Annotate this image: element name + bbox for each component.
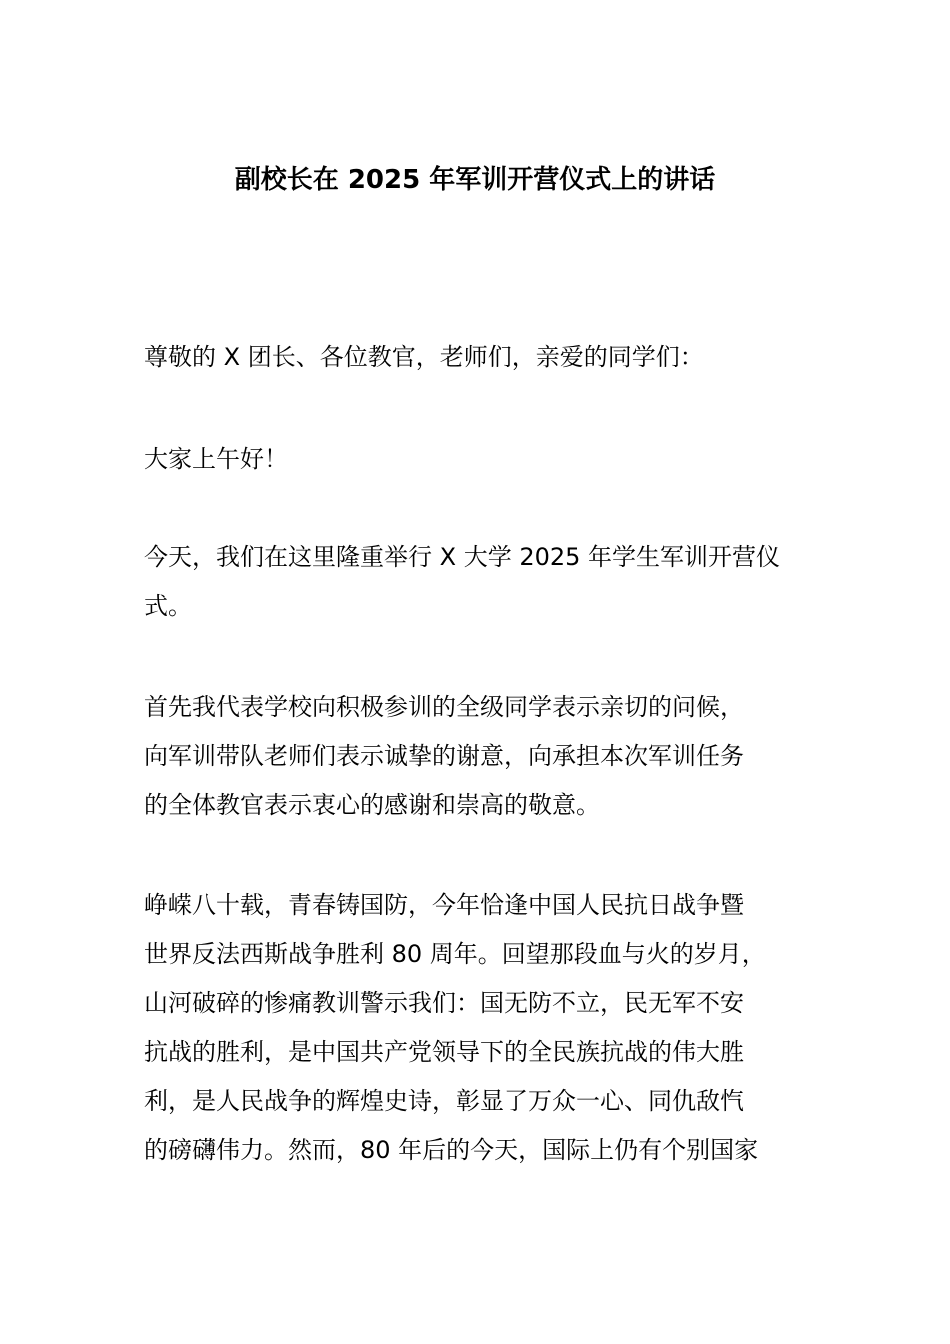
opening-paragraph: [144, 533, 808, 631]
greeting-paragraph: [144, 435, 808, 484]
paragraph-line: 向军训带队老师们表示诚挚的谢意，向承担本次军训任务: [144, 742, 744, 770]
paragraph-line: 首先我代表学校向积极参训的全级同学表示亲切的问候，: [144, 693, 744, 721]
paragraph-line: 山河破碎的惨痛教训警示我们：国无防不立，民无军不安: [144, 989, 744, 1017]
paragraph-line: 利，是人民战争的辉煌史诗，彰显了万众一心、同仇敌忾: [144, 1087, 744, 1115]
document-title: 副校长在 2025 年军训开营仪式上的讲话: [234, 165, 716, 195]
salutation-paragraph: [144, 333, 808, 382]
paragraph-line: 大家上午好！: [144, 445, 288, 473]
paragraph-line: 的全体教官表示衷心的感谢和崇高的敬意。: [144, 791, 600, 819]
paragraph-line: 峥嵘八十载，青春铸国防，今年恰逢中国人民抗日战争暨: [144, 891, 744, 919]
paragraph-line: 今天，我们在这里隆重举行 X 大学 2025 年学生军训开营仪: [144, 543, 781, 571]
thanks-paragraph: [144, 683, 808, 830]
paragraph-line: 世界反法西斯战争胜利 80 周年。回望那段血与火的岁月，: [144, 940, 766, 968]
paragraph-line: 式。: [144, 592, 192, 620]
history-paragraph: [144, 881, 808, 1175]
paragraph-line: 的磅礴伟力。然而，80 年后的今天，国际上仍有个别国家: [144, 1136, 759, 1164]
paragraph-line: 抗战的胜利，是中国共产党领导下的全民族抗战的伟大胜: [144, 1038, 744, 1066]
paragraph-line: 尊敬的 X 团长、各位教官，老师们，亲爱的同学们：: [144, 343, 704, 371]
